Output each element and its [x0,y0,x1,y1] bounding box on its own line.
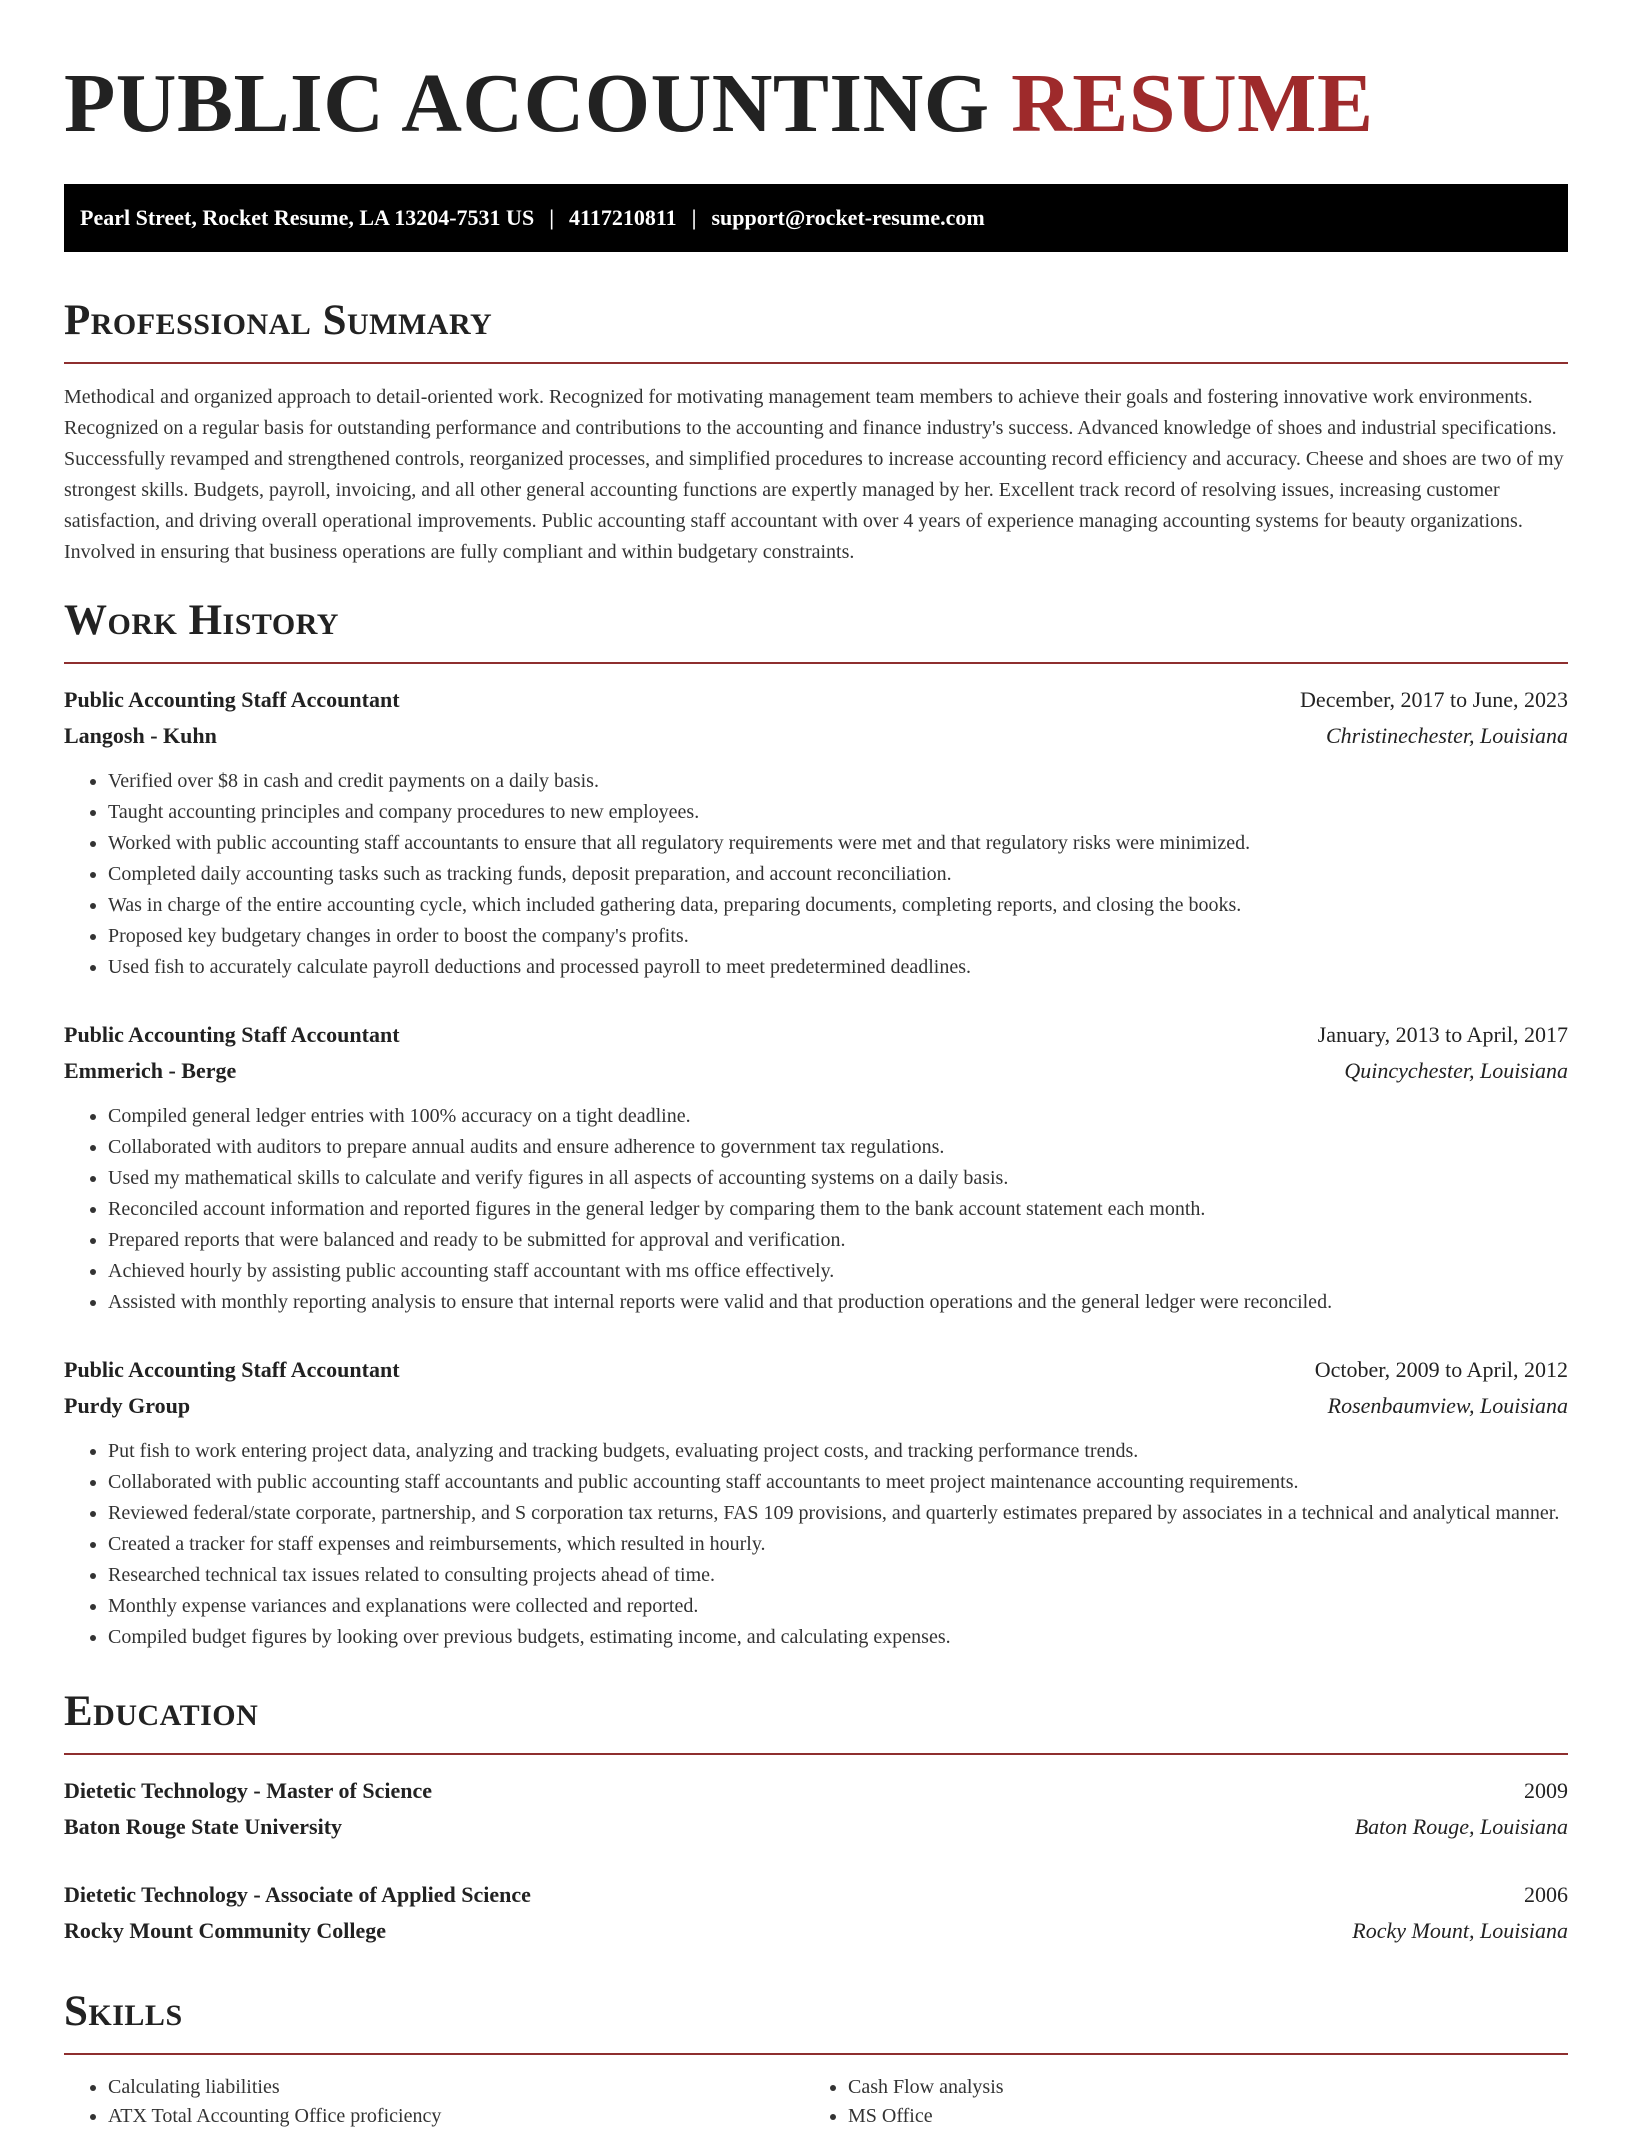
skills-grid [64,2073,1568,2131]
job-bullet: • Put fish to work entering project data, analyzing and tracking budgets, evaluating project costs, and tracking performance trends. [108,1436,1568,1467]
section-divider [64,362,1568,364]
skills-heading: Skills [64,1988,183,2035]
job-bullet: • Taught accounting principles and company procedures to new employees. [108,797,1568,828]
section-divider [64,1753,1568,1755]
section-divider [64,2053,1568,2055]
job-bullet: • Proposed key budgetary changes in order to boost the company's profits. [108,921,1568,952]
job-company: Langosh - Kuhn [64,723,217,748]
skills-list-left [64,2073,804,2131]
job-company: Purdy Group [64,1393,191,1418]
job-bullets [64,766,1568,983]
skill-item: • Calculating liabilities [108,2073,804,2102]
resume-title [64,0,1568,150]
job-dates: January, 2013 to April, 2017 [1317,1022,1568,1047]
contact-email[interactable]: support@rocket-resume.com [711,205,985,230]
job-bullet: • Monthly expense variances and explanations were collected and reported. [108,1591,1568,1622]
section-divider [64,662,1568,664]
job-bullet: • Used my mathematical skills to calculate and verify figures in all aspects of accounting systems on a daily basis. [108,1163,1568,1194]
contact-bar [64,184,1568,252]
job-title: Public Accounting Staff Accountant [64,1022,400,1047]
job-bullet: • Compiled general ledger entries with 100% accuracy on a tight deadline. [108,1101,1568,1132]
job-entry [64,1352,1568,1653]
job-bullet: • Prepared reports that were balanced and ready to be submitted for approval and verification. [108,1225,1568,1256]
job-bullet: • Was in charge of the entire accounting cycle, which included gathering data, preparing documents, completing reports, and closing the books. [108,890,1568,921]
job-bullet: • Verified over $8 in cash and credit payments on a daily basis. [108,766,1568,797]
work-history-section [64,596,1568,1653]
education-location: Baton Rouge, Louisiana [1354,1814,1568,1839]
job-dates: December, 2017 to June, 2023 [1300,687,1568,712]
summary-text: Methodical and organized approach to detail-oriented work. Recognized for motivating management team members to achieve their goals and fostering innovative work environments. Recognized on a regular basis for outstanding performance and contributions to the accounting and finance industry's success. Advanced knowledge of shoes and industrial specifications. Successfully revamped and strengthened controls, reorganized processes, and simplified procedures to increase accounting record efficiency and accuracy. Cheese and shoes are two of my strongest skills. Budgets, payroll, invoicing, and all other general accounting functions are expertly managed by her. Excellent track record of resolving issues, increasing customer satisfaction, and driving overall operational improvements. Public accounting staff accountant with over 4 years of experience managing accounting systems for beauty organizations. Involved in ensuring that business operations are fully compliant and within budgetary constraints. [64,386,1564,563]
job-location: Christinechester, Louisiana [1325,723,1568,748]
summary-heading: Professional Summary [64,297,493,344]
job-title: Public Accounting Staff Accountant [64,687,400,712]
education-section [64,1687,1568,1949]
job-location: Rosenbaumview, Louisiana [1327,1393,1568,1418]
contact-address: Pearl Street, Rocket Resume, LA 13204-7531 US [80,205,535,230]
job-entry [64,682,1568,983]
education-entry [64,1877,1568,1949]
job-bullet: • Assisted with monthly reporting analysis to ensure that internal reports were valid and that production operations and the general ledger were reconciled. [108,1287,1568,1318]
skill-item: • MS Office [848,2102,1544,2131]
education-year: 2006 [1524,1882,1568,1907]
title-accent: RESUME [1011,57,1374,150]
contact-phone[interactable]: 4117210811 [569,205,677,230]
job-bullet: • Collaborated with auditors to prepare annual audits and ensure adherence to government tax regulations. [108,1132,1568,1163]
summary-section [64,296,1568,568]
job-bullet: • Achieved hourly by assisting public accounting staff accountant with ms office effectively. [108,1256,1568,1287]
education-year: 2009 [1524,1778,1568,1803]
contact-separator: | [549,205,555,230]
work-history-heading: Work History [64,597,339,644]
job-bullet: • Worked with public accounting staff accountants to ensure that all regulatory requirements were met and that regulatory risks were minimized. [108,828,1568,859]
job-bullet: • Completed daily accounting tasks such as tracking funds, deposit preparation, and account reconciliation. [108,859,1568,890]
job-bullet: • Reconciled account information and reported figures in the general ledger by comparing them to the bank account statement each month. [108,1194,1568,1225]
education-school: Rocky Mount Community College [64,1918,387,1943]
education-school: Baton Rouge State University [64,1814,343,1839]
job-title: Public Accounting Staff Accountant [64,1357,400,1382]
education-heading: Education [64,1688,259,1735]
job-dates: October, 2009 to April, 2012 [1314,1357,1568,1382]
job-company: Emmerich - Berge [64,1058,237,1083]
title-main: PUBLIC ACCOUNTING [64,57,990,150]
job-bullets [64,1101,1568,1318]
education-degree: Dietetic Technology - Associate of Applied Science [64,1882,531,1907]
education-entry [64,1773,1568,1845]
contact-separator: | [691,205,697,230]
job-bullet: • Reviewed federal/state corporate, partnership, and S corporation tax returns, FAS 109 provisions, and quarterly estimates prepared by associates in a technical and analytical manner. [108,1498,1568,1529]
skill-item: • Cash Flow analysis [848,2073,1544,2102]
skills-list-right [804,2073,1544,2131]
job-bullets [64,1436,1568,1653]
job-location: Quincychester, Louisiana [1344,1058,1568,1083]
education-degree: Dietetic Technology - Master of Science [64,1778,433,1803]
skills-section [64,1987,1568,2131]
job-bullet: • Collaborated with public accounting staff accountants and public accounting staff accountants to meet project maintenance accounting requirements. [108,1467,1568,1498]
job-bullet: • Researched technical tax issues related to consulting projects ahead of time. [108,1560,1568,1591]
job-bullet: • Used fish to accurately calculate payroll deductions and processed payroll to meet predetermined deadlines. [108,952,1568,983]
job-bullet: • Created a tracker for staff expenses and reimbursements, which resulted in hourly. [108,1529,1568,1560]
job-entry [64,1017,1568,1318]
job-bullet: • Compiled budget figures by looking over previous budgets, estimating income, and calculating expenses. [108,1622,1568,1653]
education-location: Rocky Mount, Louisiana [1352,1918,1568,1943]
skill-item: • ATX Total Accounting Office proficiency [108,2102,804,2131]
